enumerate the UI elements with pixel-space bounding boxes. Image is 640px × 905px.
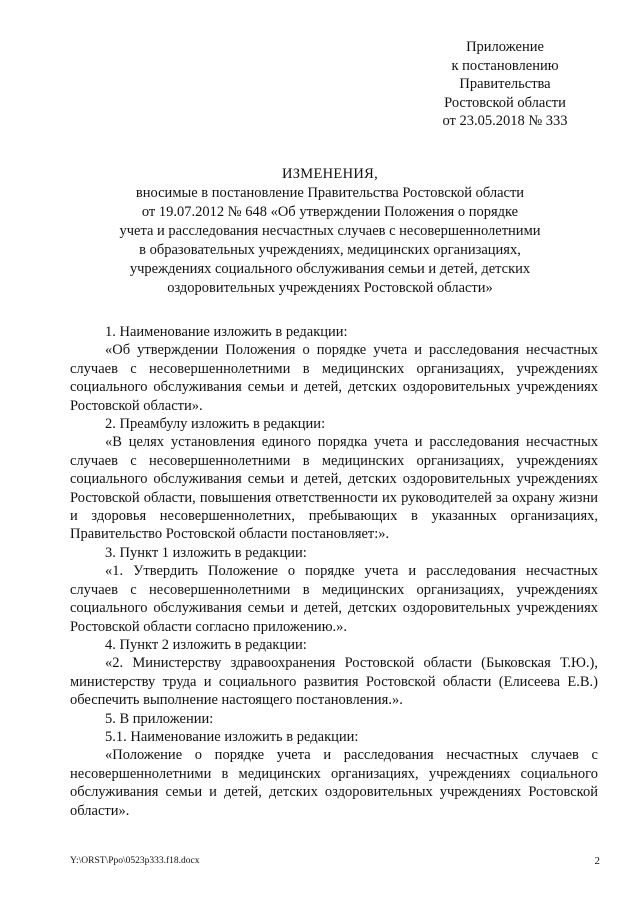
- appendix-line: от 23.05.2018 № 333: [442, 113, 568, 129]
- item-2-text: «В целях установления единого порядка учета и расследования несчастных случаев с несовершеннолетними в медицинских организациях, учреждениях социального обслуживания семьи и детей, детских оздоровительных учреждениях Ростовской области, повышения ответственности их руководителей за охрану жизни и здоровья несовершеннолетних, пребывающих в указанных организациях, Правительство Ростовской области постановляет:».: [70, 434, 598, 543]
- title-line: вносимые в постановление Правительства Ростовской области: [135, 185, 525, 201]
- title-line: учета и расследования несчастных случаев с несовершеннолетними: [119, 223, 541, 239]
- document-body: [70, 323, 598, 820]
- item-3-text: «1. Утвердить Положение о порядке учета и расследования несчастных случаев с несовершеннолетними в медицинских организациях, учреждениях социального обслуживания семьи и детей, детских оздоровительных учреждениях Ростовской области согласно приложению.».: [70, 563, 598, 635]
- appendix-block: [410, 38, 600, 131]
- title-line: в образовательных учреждениях, медицинских организациях,: [139, 242, 521, 258]
- title-line: от 19.07.2012 № 648 «Об утверждении Положения о порядке: [141, 204, 519, 220]
- item-1-heading: 1. Наименование изложить в редакции:: [105, 324, 348, 340]
- item-3-heading: 3. Пункт 1 изложить в редакции:: [105, 544, 307, 561]
- item-5-heading: 5. В приложении:: [105, 710, 214, 727]
- item-5-1-text: «Положение о порядке учета и расследования несчастных случаев с несовершеннолетними в медицинских организациях, учреждениях социального обслуживания семьи и детей, детских оздоровительных учреждениях Ростовской области».: [70, 747, 598, 819]
- appendix-line: Правительства: [459, 76, 551, 92]
- appendix-line: к постановлению: [451, 57, 559, 74]
- title-line: оздоровительных учреждениях Ростовской области»: [167, 280, 493, 296]
- appendix-line: Ростовской области: [444, 94, 566, 111]
- item-5-1-heading: 5.1. Наименование изложить в редакции:: [105, 728, 359, 745]
- item-2-heading: 2. Преамбулу изложить в редакции:: [105, 416, 326, 433]
- item-1-text: «Об утверждении Положения о порядке учета и расследования несчастных случаев с несовершеннолетними в медицинских организациях, учреждениях социального обслуживания семьи и детей, детских оздоровительных учреждениях Ростовской области».: [70, 342, 598, 414]
- title-heading: ИЗМЕНЕНИЯ,: [281, 166, 379, 182]
- page-number: 2: [594, 855, 600, 867]
- item-4-heading: 4. Пункт 2 изложить в редакции:: [105, 636, 307, 653]
- document-title: [70, 165, 590, 298]
- item-4-text: «2. Министерству здравоохранения Ростовской области (Быковская Т.Ю.), министерству труда и социального развития Ростовской области (Елисеева Е.В.) обеспечить выполнение настоящего постановления.».: [70, 655, 598, 709]
- appendix-line: Приложение: [466, 39, 544, 55]
- title-line: учреждениях социального обслуживания семьи и детей, детских: [129, 261, 531, 277]
- file-path: Y:\ORST\Ppo\0523p333.f18.docx: [70, 856, 200, 866]
